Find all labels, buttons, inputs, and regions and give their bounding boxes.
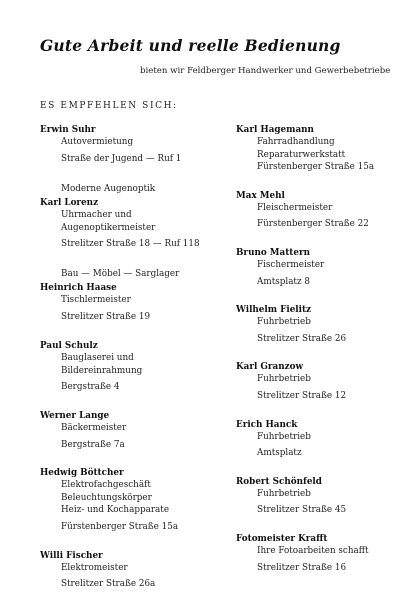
business-name: Robert Schönfeld [236, 476, 322, 487]
business-name: Karl Lorenz [40, 198, 99, 209]
business-entry [40, 124, 210, 165]
business-entry [236, 476, 396, 517]
business-name: Bruno Mattern [236, 247, 310, 258]
business-address: Strelitzer Straße 45 [257, 505, 347, 516]
business-entry [236, 304, 396, 345]
business-name: Karl Hagemann [236, 125, 314, 135]
business-name: Werner Lange [40, 410, 110, 421]
business-address: Amtsplatz 8 [257, 276, 310, 287]
business-tagline: Bau — Möbel — Sarglager [61, 268, 180, 279]
business-detail: Fuhrbetrieb [257, 317, 311, 328]
business-entry [236, 419, 396, 460]
business-address: Fürstenberger Straße 15a [257, 162, 375, 173]
business-address: Fürstenberger Straße 22 [257, 219, 369, 230]
business-address: Strelitzer Straße 16 [257, 562, 347, 573]
business-entry [40, 268, 210, 323]
business-detail: Bäckermeister [61, 422, 127, 433]
business-entry [40, 410, 210, 451]
business-detail: Heiz- und Kochapparate [61, 505, 170, 516]
business-name: Willi Fischer [40, 550, 103, 561]
business-address: Bergstraße 4 [61, 382, 120, 393]
business-address: Strelitzer Straße 18 — Ruf 118 [61, 239, 200, 250]
business-entry [40, 467, 210, 533]
business-detail: Tischlermeister [61, 294, 131, 305]
business-detail: Uhrmacher und [61, 210, 132, 221]
business-address: Bergstraße 7a [61, 439, 125, 450]
business-address: Strelitzer Straße 12 [257, 390, 347, 401]
business-name: Wilhelm Fielitz [236, 305, 312, 316]
business-address: Amtsplatz [257, 448, 302, 459]
business-tagline: Moderne Augenoptik [61, 184, 156, 195]
business-detail: Reparaturwerkstatt [257, 149, 346, 160]
business-entry [236, 124, 396, 174]
business-name: Paul Schulz [40, 341, 98, 352]
business-name: Heinrich Haase [40, 282, 117, 293]
business-entry [40, 550, 210, 591]
business-detail: Bauglaserei und [61, 353, 134, 364]
business-detail: Autovermietung [61, 137, 134, 147]
business-detail: Beleuchtungskörper [61, 492, 152, 503]
business-entry [236, 533, 396, 574]
business-entry [236, 247, 396, 288]
business-detail: Elektrofachgeschäft [61, 480, 151, 491]
business-address: Strelitzer Straße 26 [257, 333, 347, 344]
left-column [40, 124, 210, 591]
business-name: Max Mehl [236, 190, 285, 201]
business-entry [236, 190, 396, 231]
business-address: Straße der Jugend — Ruf 1 [61, 153, 182, 164]
right-column [236, 124, 396, 574]
business-entry [40, 340, 210, 394]
business-entry [40, 183, 210, 251]
business-detail: Elektromeister [61, 562, 128, 573]
page-title: Gute Arbeit und reelle Bedienung [40, 36, 341, 55]
business-detail: Augenoptikermeister [61, 222, 156, 233]
business-name: Erwin Suhr [40, 125, 96, 135]
business-detail: Fischermeister [257, 259, 325, 270]
business-entry [236, 361, 396, 402]
business-address: Fürstenberger Straße 15a [61, 521, 179, 532]
section-heading: ES EMPFEHLEN SICH: [40, 101, 178, 111]
business-detail: Fuhrbetrieb [257, 374, 311, 385]
business-detail: Ihre Fotoarbeiten schafft [257, 545, 369, 556]
business-detail: Fuhrbetrieb [257, 488, 311, 499]
business-address: Strelitzer Straße 19 [61, 311, 151, 322]
page-subtitle: bieten wir Feldberger Handwerker und Gewerbebetriebe [140, 66, 391, 76]
business-name: Fotomeister Krafft [236, 533, 328, 544]
business-detail: Fahrradhandlung [257, 137, 335, 147]
business-address: Strelitzer Straße 26a [61, 579, 156, 590]
business-detail: Fuhrbetrieb [257, 431, 311, 442]
business-name: Erich Hanck [236, 419, 298, 430]
business-name: Karl Granzow [236, 362, 304, 373]
business-detail: Bildereinrahmung [61, 365, 143, 376]
business-name: Hedwig Böttcher [40, 468, 124, 479]
business-detail: Fleischermeister [257, 202, 333, 213]
